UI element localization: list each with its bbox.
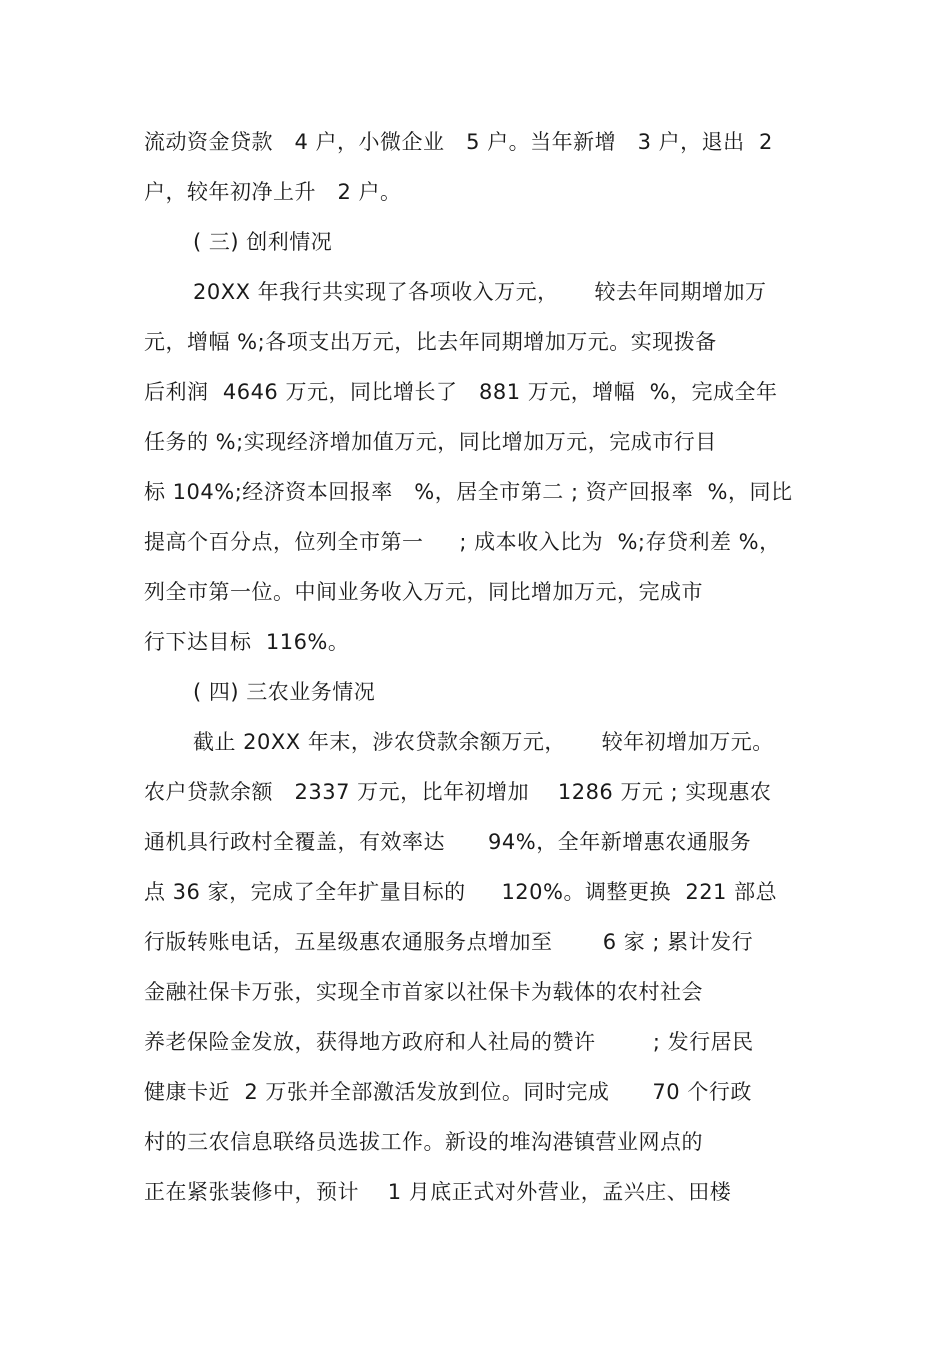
text-line: 20XX 年我行共实现了各项收入万元， 较去年同期增加万: [193, 280, 767, 304]
text-line: 后利润 4646 万元，同比增长了 881 万元，增幅 %，完成全年: [144, 380, 778, 404]
text-line: 流动资金贷款 4 户，小微企业 5 户。当年新增 3 户，退出 2: [144, 130, 773, 154]
text-line: 任务的 %;实现经济增加值万元，同比增加万元，完成市行目: [144, 430, 717, 454]
text-line: 通机具行政村全覆盖，有效率达 94%，全年新增惠农通服务: [144, 830, 752, 854]
text-line: 元，增幅 %;各项支出万元，比去年同期增加万元。实现拨备: [144, 330, 717, 354]
text-line: 村的三农信息联络员选拔工作。新设的堆沟港镇营业网点的: [144, 1130, 703, 1154]
text-line: 行下达目标 116%。: [144, 630, 350, 654]
section-heading: ( 四) 三农业务情况: [193, 680, 376, 704]
text-line: 户，较年初净上升 2 户。: [144, 180, 402, 204]
section-heading: ( 三) 创利情况: [193, 230, 333, 254]
text-line: 养老保险金发放，获得地方政府和人社局的赞许 ; 发行居民: [144, 1030, 754, 1054]
text-line: 行版转账电话，五星级惠农通服务点增加至 6 家 ; 累计发行: [144, 930, 754, 954]
text-line: 金融社保卡万张，实现全市首家以社保卡为载体的农村社会: [144, 980, 703, 1004]
text-line: 点 36 家，完成了全年扩量目标的 120%。调整更换 221 部总: [144, 880, 778, 904]
text-line: 健康卡近 2 万张并全部激活发放到位。同时完成 70 个行政: [144, 1080, 752, 1104]
text-line: 农户贷款余额 2337 万元，比年初增加 1286 万元 ; 实现惠农: [144, 780, 772, 804]
text-line: 提高个百分点，位列全市第一 ; 成本收入比为 %;存贷利差 %，: [144, 530, 781, 554]
text-line: 正在紧张装修中，预计 1 月底正式对外营业，孟兴庄、田楼: [144, 1180, 732, 1204]
text-line: 截止 20XX 年末，涉农贷款余额万元， 较年初增加万元。: [193, 730, 774, 754]
text-line: 标 104%;经济资本回报率 %，居全市第二 ; 资产回报率 %，同比: [144, 480, 793, 504]
text-line: 列全市第一位。中间业务收入万元，同比增加万元，完成市: [144, 580, 703, 604]
